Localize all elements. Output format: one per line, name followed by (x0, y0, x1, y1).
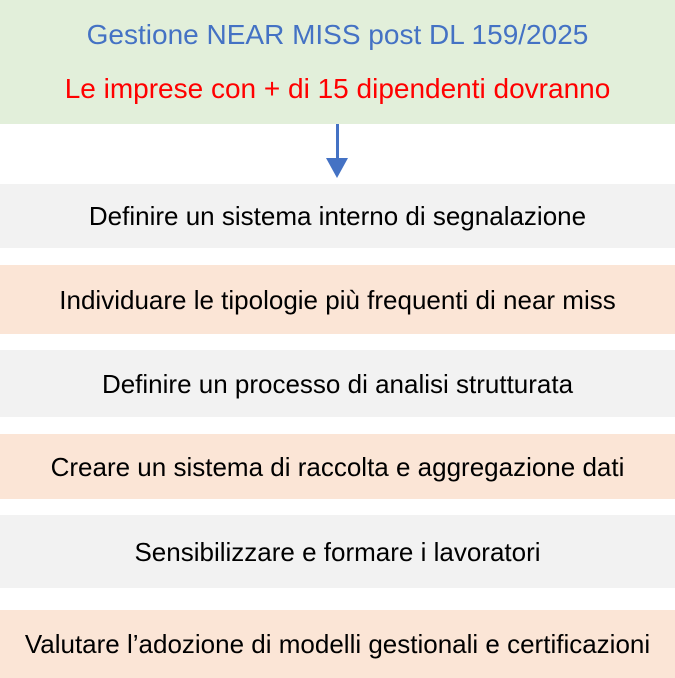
header-box (0, 0, 675, 124)
step-label-5: Sensibilizzare e formare i lavoratori (134, 536, 541, 567)
page-subtitle: Le imprese con + di 15 dipendenti dovranno (64, 73, 611, 104)
step-row-2 (0, 265, 675, 334)
step-label-6: Valutare l’adozione di modelli gestionali e certificazioni (24, 629, 651, 659)
step-row-5 (0, 515, 675, 588)
page-title: Gestione NEAR MISS post DL 159/2025 (86, 19, 589, 50)
step-label-1: Definire un sistema interno di segnalazione (88, 201, 587, 231)
down-arrow-line (336, 124, 339, 159)
step-row-1 (0, 184, 675, 248)
down-arrow-icon (326, 158, 348, 178)
step-row-6 (0, 610, 675, 678)
step-label-3: Definire un processo di analisi strutturata (101, 368, 574, 399)
step-label-4: Creare un sistema di raccolta e aggregazione dati (50, 451, 625, 482)
step-row-3 (0, 350, 675, 417)
step-label-2: Individuare le tipologie più frequenti di near miss (59, 284, 616, 315)
step-row-4 (0, 434, 675, 499)
